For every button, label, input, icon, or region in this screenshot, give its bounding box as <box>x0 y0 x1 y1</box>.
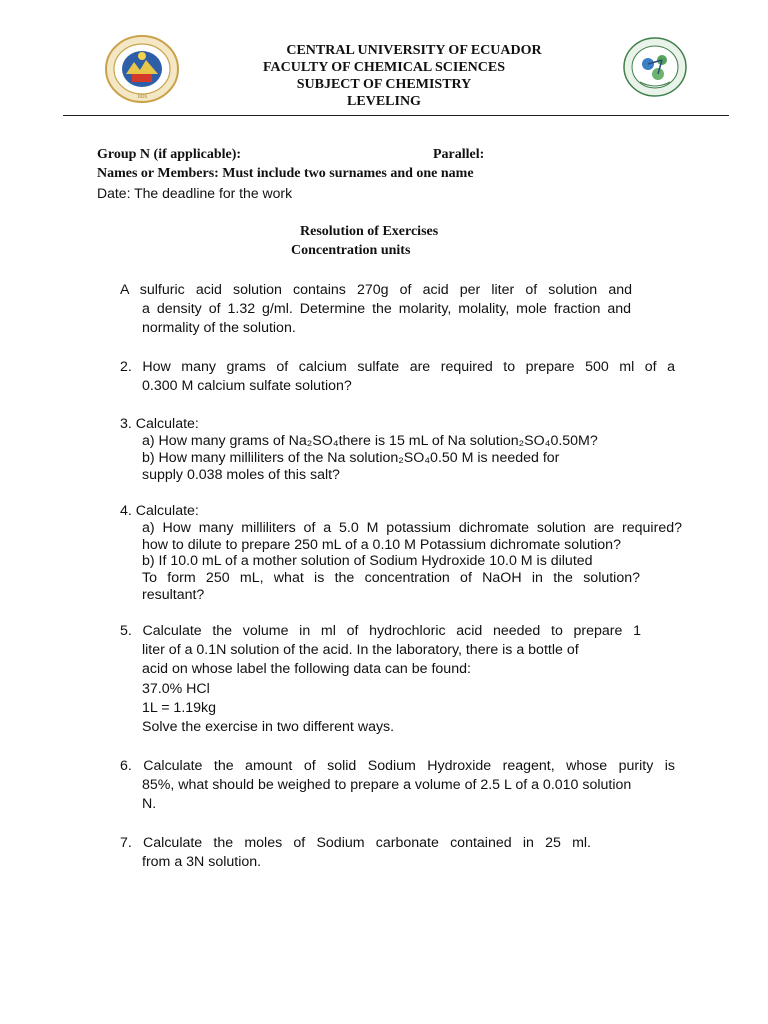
exercise-line: acid on whose label the following data can be found: <box>142 661 471 677</box>
university-name: CENTRAL UNIVERSITY OF ECUADOR <box>286 43 542 58</box>
exercise-line: To form 250 mL, what is the concentration of NaOH in the solution? <box>142 570 640 586</box>
exercise-line: 4. Calculate: <box>120 503 199 519</box>
exercise-line: 2. How many grams of calcium sulfate are required to prepare 500 ml of a <box>120 359 675 375</box>
exercise-line: A sulfuric acid solution contains 270g of acid per liter of solution and <box>120 282 632 298</box>
exercise-line: how to dilute to prepare 250 mL of a 0.10 M Potassium dichromate solution? <box>142 537 621 553</box>
exercise-line: a density of 1.32 g/ml. Determine the molarity, molality, mole fraction and <box>142 301 631 317</box>
exercise-line: 5. Calculate the volume in ml of hydrochloric acid needed to prepare 1 <box>120 623 641 639</box>
faculty-name: FACULTY OF CHEMICAL SCIENCES <box>262 60 506 75</box>
header-divider <box>63 115 729 116</box>
group-label: Group N (if applicable): <box>97 147 242 162</box>
document-title: Resolution of Exercises <box>300 224 439 239</box>
exercise-line: a) How many grams of Na₂SO₄there is 15 mL of Na solution₂SO₄0.50M? <box>142 433 598 449</box>
exercise-line: 37.0% HCl <box>142 681 210 697</box>
exercise-line: from a 3N solution. <box>142 854 262 870</box>
exercise-line: 7. Calculate the moles of Sodium carbonate contained in 25 ml. <box>120 835 591 851</box>
exercise-line: 6. Calculate the amount of solid Sodium Hydroxide reagent, whose purity is <box>120 758 675 774</box>
exercise-line: 1L = 1.19kg <box>142 700 217 716</box>
exercise-line: liter of a 0.1N solution of the acid. In the laboratory, there is a bottle of <box>142 642 579 658</box>
document-subtitle: Concentration units <box>291 243 411 258</box>
exercise-line: supply 0.038 moles of this salt? <box>142 467 340 483</box>
date-instruction: Date: The deadline for the work <box>97 185 293 201</box>
exercise-line: b) If 10.0 mL of a mother solution of Sodium Hydroxide 10.0 M is diluted <box>142 553 593 569</box>
exercise-line: b) How many milliliters of the Na solution₂SO₄0.50 M is needed for <box>142 450 560 466</box>
exercise-line: 85%, what should be weighed to prepare a volume of 2.5 L of a 0.010 solution <box>142 777 632 793</box>
exercise-line: 3. Calculate: <box>120 416 199 432</box>
left-logo-year: 1826 <box>137 95 147 100</box>
exercise-line: normality of the solution. <box>142 320 296 336</box>
exercise-line: 0.300 M calcium sulfate solution? <box>142 378 352 394</box>
names-instruction: Names or Members: Must include two surnames and one name <box>97 166 474 181</box>
exercise-line: Solve the exercise in two different ways. <box>142 719 395 735</box>
subject-name: SUBJECT OF CHEMISTRY <box>296 77 472 92</box>
exercise-line: resultant? <box>142 587 205 603</box>
level-name: LEVELING <box>347 94 421 109</box>
parallel-label: Parallel: <box>433 147 485 162</box>
exercise-line: a) How many milliliters of a 5.0 M potassium dichromate solution are required? <box>142 520 682 536</box>
exercise-line: N. <box>142 796 157 812</box>
